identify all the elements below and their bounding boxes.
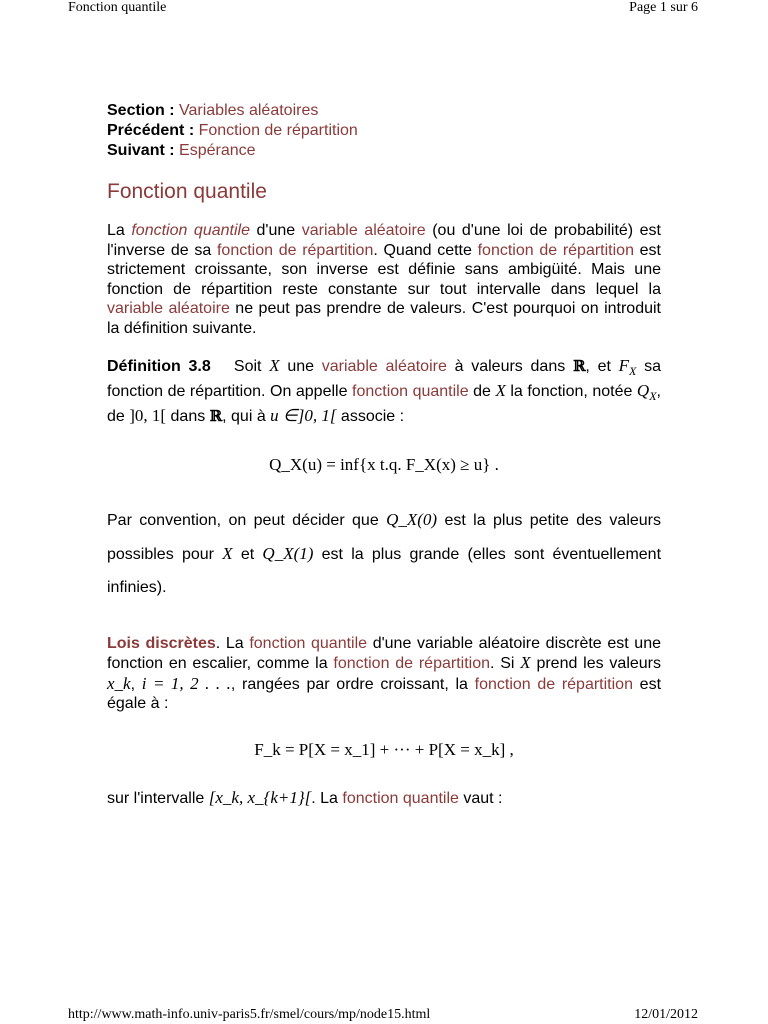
print-header-title: Fonction quantile [68,0,167,15]
link-fonction-quantile[interactable]: fonction quantile [352,382,469,400]
equation-fk: F_k = P[X = x_1] + ··· + P[X = x_k] , [254,739,514,759]
equation-quantile: Q_X(u) = inf{x t.q. F_X(x) ≥ u} . [269,454,499,474]
link-fonction-repartition[interactable]: fonction de répartition [333,655,490,673]
page-title: Fonction quantile [107,180,267,203]
link-fonction-quantile[interactable]: fonction quantile [342,789,459,807]
link-fonction-repartition[interactable]: fonction de répartition [216,241,374,259]
previous-link[interactable]: Fonction de répartition [198,122,358,139]
next-link[interactable]: Espérance [179,142,256,159]
nav-block [107,101,661,161]
link-fonction-quantile[interactable]: fonction quantile [249,634,368,652]
link-fonction-repartition[interactable]: fonction de répartition [477,241,634,259]
print-footer-url: http://www.math-info.univ-paris5.fr/smel/cours/mp/node15.html [68,1007,431,1022]
nav-section: Section : Variables aléatoires [107,102,319,119]
definition-label: Définition 3.8 [107,357,211,375]
link-fonction-repartition[interactable]: fonction de répartition [474,675,633,693]
link-fonction-quantile[interactable]: fonction quantile [131,222,250,239]
nav-next: Suivant : Espérance [107,142,256,159]
document-body [107,101,661,808]
print-footer-date: 12/01/2012 [634,1007,698,1022]
discrete-paragraph: Lois discrètes. La fonction quantile d'une variable aléatoire discrète est une fonction en escalier, comme la fonction de répartition. Si X prend les valeurs x_k, i = 1, 2 . . ., rangées par ordre croissant, la fonction de répartition est égale à : [107,634,662,713]
section-link[interactable]: Variables aléatoires [179,102,319,119]
nav-previous: Précédent : Fonction de répartition [107,122,358,139]
link-variable-aleatoire[interactable]: variable aléatoire [107,300,230,318]
interval-paragraph: sur l'intervalle [x_k, x_{k+1}[. La fonction quantile vaut : [107,787,503,807]
convention-paragraph: Par convention, on peut décider que Q_X(0) est la plus petite des valeurs possibles pour X et Q_X(1) est la plus grande (elles sont éventuellement infinies). [107,509,662,596]
intro-paragraph: La fonction quantile d'une variable aléatoire (ou d'une loi de probabilité) est l'inverse de sa fonction de répartition. Quand cette fonction de répartition est strictement croissante, son inverse est définie sans ambigüité. Mais une fonction de répartition reste constante sur tout intervalle dans lequel la variable aléatoire ne peut pas prendre de valeurs. C'est pourquoi on introduit la définition suivante. [107,222,662,337]
lois-discretes-heading: Lois discrètes [107,634,216,652]
link-variable-aleatoire[interactable]: variable aléatoire [321,357,447,375]
print-header-page: Page 1 sur 6 [629,0,698,15]
link-variable-aleatoire[interactable]: variable aléatoire [301,222,426,239]
definition-block: Définition 3.8 Soit X une variable aléatoire à valeurs dans ℝ, et $F_X$ sa fonction de répartition. On appelle fonction quantile de X la fonction, notée $Q_X$, de ]0, 1[ dans ℝ, qui à u ∈]0, 1[ associe : [107,355,661,425]
